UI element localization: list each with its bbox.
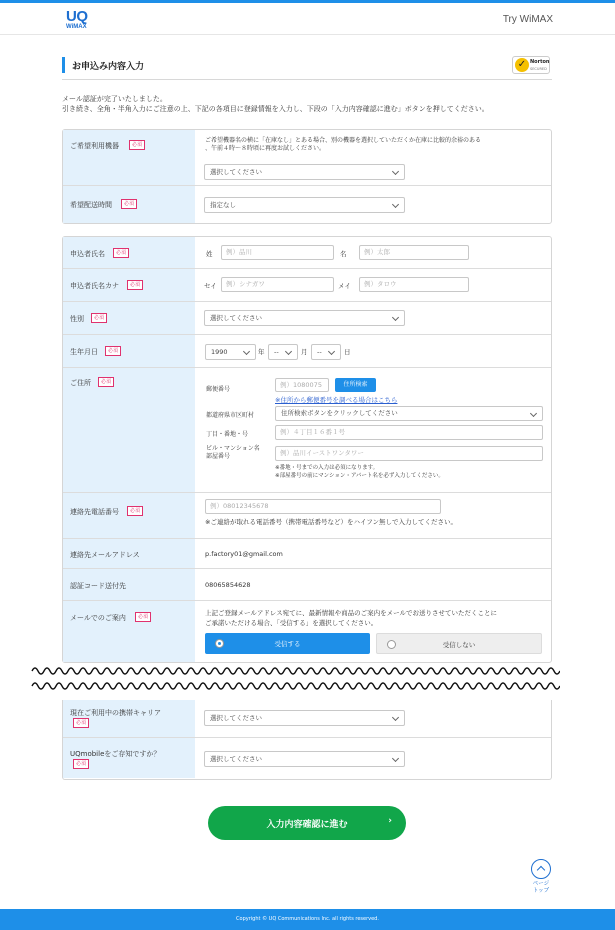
kana-label: 申込者氏名カナ bbox=[70, 282, 119, 290]
norton-sub: SECURED bbox=[530, 67, 547, 71]
site-footer: Copyright © UQ Communications Inc. all rights reserved. bbox=[0, 909, 615, 930]
intro-text bbox=[62, 94, 562, 114]
email-value: p.factory01@gmail.com bbox=[205, 550, 283, 558]
city-label: 都道府県市区町村 bbox=[206, 412, 255, 419]
street-input[interactable]: 例）４丁目１６番１号 bbox=[275, 425, 543, 440]
option-no-label: 受信しない bbox=[442, 641, 476, 649]
label-cell bbox=[63, 237, 195, 268]
row-address bbox=[63, 368, 551, 493]
month-unit: 月 bbox=[301, 348, 308, 356]
birth-month-select[interactable]: -- bbox=[268, 344, 298, 360]
postal-lookup-link[interactable]: ※住所から郵便番号を調べる場合はこちら bbox=[275, 396, 398, 404]
logo-sub-text: WiMAX bbox=[66, 24, 87, 30]
birthday-label: 生年月日 bbox=[70, 348, 98, 356]
mei-kana-input[interactable]: 例）タロウ bbox=[359, 277, 469, 292]
uq-wimax-logo[interactable] bbox=[66, 9, 96, 31]
value-cell bbox=[195, 569, 551, 600]
cut-divider-line bbox=[30, 664, 560, 678]
sei-kana-label: セイ bbox=[204, 282, 217, 290]
delivery-label: 希望配送時間 bbox=[70, 201, 112, 209]
phone-input[interactable]: 例）08012345678 bbox=[205, 499, 441, 514]
label-cell bbox=[63, 493, 195, 538]
label-cell bbox=[63, 700, 195, 737]
carrier-select[interactable]: 選択してください bbox=[204, 710, 405, 726]
mei-label: 名 bbox=[340, 250, 347, 258]
row-name bbox=[63, 237, 551, 269]
email-label: 連絡先メールアドレス bbox=[70, 551, 140, 559]
required-badge: 必須 bbox=[127, 506, 143, 516]
building-input[interactable]: 例）品川イーストワンタワー bbox=[275, 446, 543, 461]
required-badge: 必須 bbox=[73, 718, 89, 728]
day-unit: 日 bbox=[344, 348, 351, 356]
mail-receive-yes-option[interactable] bbox=[205, 633, 370, 654]
value-cell bbox=[195, 186, 551, 223]
try-wimax-label: Try WiMAX bbox=[502, 14, 553, 25]
value-cell bbox=[195, 335, 551, 367]
required-badge: 必須 bbox=[135, 612, 151, 622]
birth-day-select[interactable]: -- bbox=[311, 344, 341, 360]
row-uqmobile bbox=[63, 738, 551, 778]
confirm-input-button[interactable] bbox=[208, 806, 406, 840]
confirm-button-label: 入力内容確認に進む bbox=[266, 820, 348, 830]
norton-secured-badge[interactable] bbox=[512, 56, 550, 74]
delivery-time-select[interactable]: 指定なし bbox=[204, 197, 405, 213]
uqmobile-label: UQmobileをご存知ですか？ bbox=[70, 750, 161, 758]
year-unit: 年 bbox=[258, 348, 265, 356]
value-cell bbox=[195, 493, 551, 538]
required-badge: 必須 bbox=[98, 377, 114, 387]
intro-line-2: 引き続き、全角・半角入力にご注意の上、下記の各項目に登録情報を入力し、下段の「入力内容確認に進む」ボタンを押してください。 bbox=[62, 105, 489, 113]
name-label: 申込者氏名 bbox=[70, 250, 105, 258]
sei-kana-input[interactable]: 例）シナガワ bbox=[221, 277, 334, 292]
street-label: 丁目・番地・号 bbox=[206, 431, 249, 438]
mail-info-note: 上記ご登録メールアドレス宛てに、最新情報や商品のご案内をメールでお送りさせていただくことに ご承諾いただける場合、「受信する」を選択してください。 bbox=[205, 609, 498, 627]
required-badge: 必須 bbox=[121, 199, 137, 209]
sei-input[interactable]: 例）品川 bbox=[221, 245, 334, 260]
label-cell bbox=[63, 130, 195, 185]
norton-check-icon: ✓ bbox=[515, 58, 529, 72]
value-cell bbox=[195, 601, 551, 662]
value-cell bbox=[195, 302, 551, 334]
phone-note: ※ご連絡が取れる電話番号（携帯電話番号など）をハイフン無しで入力してください。 bbox=[205, 518, 457, 526]
value-cell bbox=[195, 130, 551, 185]
value-cell bbox=[195, 539, 551, 568]
label-cell bbox=[63, 335, 195, 367]
required-badge: 必須 bbox=[113, 248, 129, 258]
city-select[interactable]: 住所検索ボタンをクリックしてください bbox=[275, 406, 543, 421]
row-gender bbox=[63, 302, 551, 335]
auth-code-value: 08065854628 bbox=[205, 581, 251, 589]
intro-line-1: メール認証が完了いたしました。 bbox=[62, 95, 167, 103]
mail-receive-no-option[interactable] bbox=[376, 633, 542, 654]
device-label: ご希望利用機器 bbox=[70, 142, 119, 150]
postal-code-input[interactable]: 例）1080075 bbox=[275, 378, 329, 392]
applicant-section bbox=[62, 236, 552, 663]
label-cell bbox=[63, 368, 195, 492]
required-badge: 必須 bbox=[105, 346, 121, 356]
address-label: ご住所 bbox=[70, 379, 91, 387]
value-cell bbox=[195, 269, 551, 301]
page-title-bar bbox=[62, 55, 552, 80]
label-cell bbox=[63, 302, 195, 334]
sei-label: 姓 bbox=[206, 250, 213, 258]
value-cell bbox=[195, 368, 551, 492]
required-badge: 必須 bbox=[91, 313, 107, 323]
device-note: ご希望機器名の横に「在庫なし」とある場合、別の機器を選択していただくか在庫に比較的余裕のある 、午前４時～８時頃に再度お試しください。 bbox=[205, 137, 482, 152]
row-device bbox=[63, 130, 551, 186]
row-kana bbox=[63, 269, 551, 302]
address-note: ※番地・号までの入力は必須になります。 ※部屋番号の前にマンション・アパート名を必ず入力してください。 bbox=[275, 465, 444, 479]
address-search-button[interactable]: 住所検索 bbox=[335, 378, 376, 392]
option-yes-label: 受信する bbox=[274, 640, 301, 648]
row-auth-code bbox=[63, 569, 551, 601]
logo-main-text: UQ bbox=[66, 8, 88, 25]
value-cell bbox=[195, 738, 551, 778]
postal-label: 郵便番号 bbox=[206, 386, 231, 393]
chevron-right-icon: › bbox=[388, 816, 392, 826]
label-cell bbox=[63, 601, 195, 662]
uqmobile-select[interactable]: 選択してください bbox=[204, 751, 405, 767]
value-cell bbox=[195, 700, 551, 737]
row-phone bbox=[63, 493, 551, 539]
birth-year-select[interactable]: 1990 bbox=[205, 344, 256, 360]
gender-label: 性別 bbox=[70, 315, 84, 323]
site-header bbox=[0, 3, 615, 35]
row-delivery-time bbox=[63, 186, 551, 223]
device-select[interactable]: 選択してください bbox=[204, 164, 405, 180]
device-section bbox=[62, 129, 552, 224]
page-title: お申込み内容入力 bbox=[72, 62, 145, 72]
label-cell bbox=[63, 539, 195, 568]
building-label: ビル・マンション名 部屋番号 bbox=[206, 445, 260, 460]
mei-kana-label: メイ bbox=[338, 282, 351, 290]
gender-select[interactable]: 選択してください bbox=[204, 310, 405, 326]
title-accent bbox=[62, 57, 65, 73]
chevron-up-icon bbox=[531, 859, 551, 879]
cut-divider-line bbox=[30, 679, 560, 693]
required-badge: 必須 bbox=[129, 140, 145, 150]
row-carrier bbox=[63, 700, 551, 738]
label-cell bbox=[63, 569, 195, 600]
carrier-label: 現在ご利用中の携帯キャリア bbox=[70, 709, 161, 717]
required-badge: 必須 bbox=[127, 280, 143, 290]
row-mail-info bbox=[63, 601, 551, 662]
page-top-button[interactable] bbox=[528, 859, 554, 899]
carrier-section bbox=[62, 700, 552, 780]
label-cell bbox=[63, 269, 195, 301]
page-top-label: ページ トップ bbox=[532, 881, 550, 894]
row-birthday bbox=[63, 335, 551, 368]
mail-info-label: メールでのご案内 bbox=[70, 614, 126, 622]
mei-input[interactable]: 例）太郎 bbox=[359, 245, 469, 260]
auth-code-label: 認証コード送付先 bbox=[70, 582, 126, 590]
norton-title: Norton bbox=[530, 59, 550, 65]
label-cell bbox=[63, 738, 195, 778]
required-badge: 必須 bbox=[73, 759, 89, 769]
phone-label: 連絡先電話番号 bbox=[70, 508, 119, 516]
label-cell bbox=[63, 186, 195, 223]
value-cell bbox=[195, 237, 551, 268]
row-email bbox=[63, 539, 551, 569]
